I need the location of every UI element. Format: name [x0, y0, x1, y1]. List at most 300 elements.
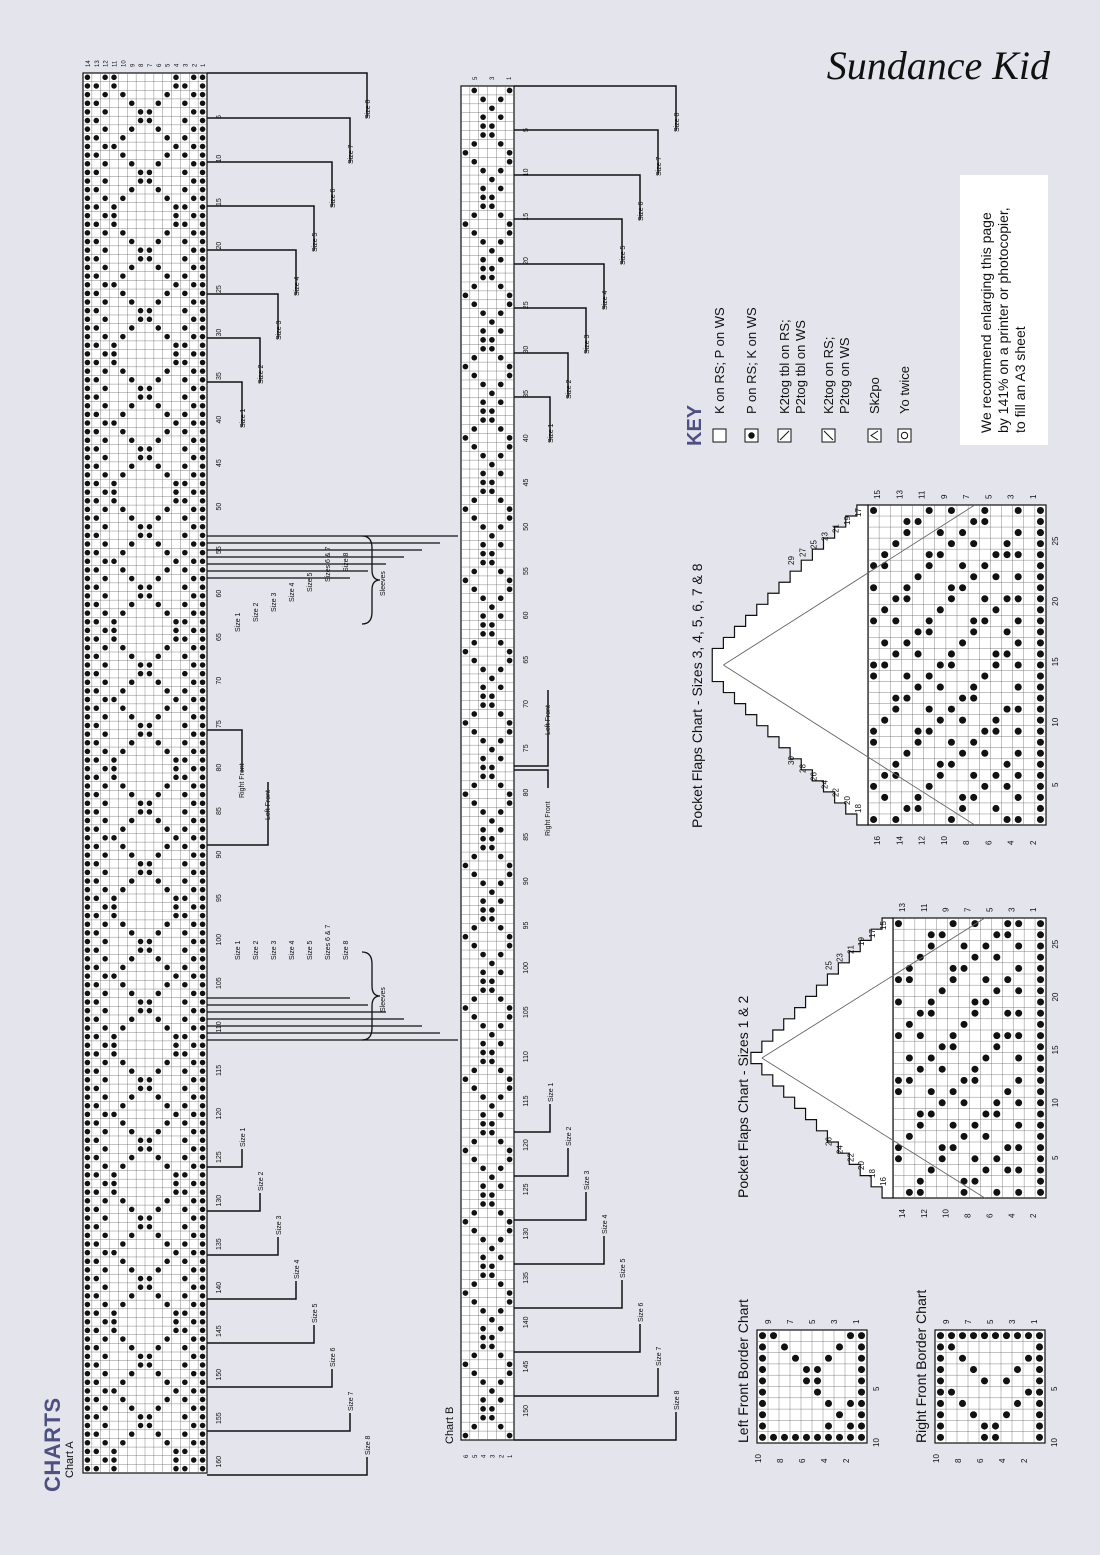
- stitch-label: 80: [523, 788, 530, 797]
- stitch-dot: [200, 161, 206, 167]
- stitch-dot: [191, 1440, 197, 1446]
- stitch-dot: [182, 792, 188, 798]
- stitch-dot: [129, 325, 135, 331]
- stitch-dot: [111, 1042, 117, 1048]
- row-label: 5: [985, 907, 995, 912]
- stitch-dot: [507, 934, 513, 940]
- stitch-dot: [480, 613, 486, 619]
- stitch-dot: [120, 749, 126, 755]
- row-label: 10: [939, 836, 949, 845]
- stitch-dot: [173, 420, 179, 426]
- stitch-dot: [85, 930, 91, 936]
- size-marker-label: Size 4: [602, 1214, 609, 1234]
- stitch-dot: [498, 854, 504, 860]
- stitch-dot: [111, 1310, 117, 1316]
- stitch-dot: [129, 740, 135, 746]
- stitch-dot: [937, 606, 944, 613]
- stitch-dot: [480, 667, 486, 673]
- stitch-dot: [102, 1336, 108, 1342]
- stitch-dot: [164, 749, 170, 755]
- stitch-dot: [138, 118, 144, 124]
- stitch-dot: [147, 1146, 153, 1152]
- stitch-dot: [173, 342, 179, 348]
- stitch-dot: [480, 524, 486, 530]
- stitch-dot: [102, 1284, 108, 1290]
- stitch-dot: [147, 170, 153, 176]
- stitch-dot: [94, 1293, 100, 1299]
- stitch-label: 10: [1051, 1098, 1060, 1108]
- stitch-dot: [94, 204, 100, 210]
- key-symbols: [712, 307, 912, 442]
- row-label: 1: [852, 1319, 861, 1324]
- size-marker-label: Size 7: [348, 144, 355, 164]
- stitch-dot: [85, 368, 91, 374]
- stitch-dot: [480, 1263, 486, 1269]
- stitch-dot: [182, 947, 188, 953]
- stitch-dot: [1025, 1355, 1032, 1362]
- stitch-dot: [85, 1388, 91, 1394]
- stitch-dot: [1037, 1066, 1044, 1073]
- stitch-dot: [870, 783, 877, 790]
- stitch-dot: [138, 999, 144, 1005]
- row-label: 12: [103, 60, 110, 67]
- stitch-dot: [200, 1362, 206, 1368]
- stitch-dot: [903, 673, 910, 680]
- stitch-dot: [1037, 805, 1044, 812]
- stitch-dot: [471, 569, 477, 575]
- stitch-label: 90: [523, 877, 530, 886]
- stitch-dot: [200, 1034, 206, 1040]
- size-bracket: [207, 1149, 242, 1167]
- stitch-dot: [85, 965, 91, 971]
- pocket-flaps-large: [689, 490, 1060, 845]
- stitch-dot: [1037, 816, 1044, 823]
- stitch-dot: [981, 507, 988, 514]
- stitch-label: 55: [523, 567, 530, 575]
- stitch-dot: [759, 1400, 766, 1407]
- stitch-dot: [147, 455, 153, 461]
- stitch-dot: [1014, 1332, 1021, 1339]
- stitch-dot: [1004, 816, 1011, 823]
- stitch-label: 5: [1051, 782, 1060, 787]
- stitch-dot: [191, 852, 197, 858]
- stitch-dot: [200, 878, 206, 884]
- stitch-dot: [164, 1336, 170, 1342]
- stitch-dot: [498, 569, 504, 575]
- stitch-dot: [173, 1310, 179, 1316]
- stitch-dot: [94, 273, 100, 279]
- stitch-dot: [85, 1077, 91, 1083]
- stitch-dot: [498, 524, 504, 530]
- row-label: 7: [962, 494, 971, 499]
- stitch-dot: [102, 1371, 108, 1377]
- stitch-label: 5: [1050, 1386, 1059, 1391]
- stitch-dot: [156, 1129, 162, 1135]
- stitch-dot: [981, 783, 988, 790]
- stitch-dot: [1004, 1010, 1011, 1017]
- stitch-dot: [480, 978, 486, 984]
- stitch-dot: [1037, 529, 1044, 536]
- stitch-dot: [102, 679, 108, 685]
- stitch-dot: [200, 800, 206, 806]
- stitch-dot: [173, 973, 179, 979]
- stitch-dot: [191, 818, 197, 824]
- stitch-dot: [507, 1370, 513, 1376]
- stitch-dot: [480, 987, 486, 993]
- stitch-label: 95: [523, 921, 530, 930]
- stitch-dot: [156, 463, 162, 469]
- chart-a: [83, 60, 458, 1475]
- size-marker-label: Size 2: [566, 1126, 573, 1146]
- stitch-dot: [507, 1433, 513, 1439]
- stitch-dot: [129, 1405, 135, 1411]
- stitch-dot: [1036, 1332, 1043, 1339]
- row-label: 13: [898, 903, 907, 912]
- stitch-dot: [120, 1025, 126, 1031]
- stitch-dot: [200, 118, 206, 124]
- stitch-dot: [85, 541, 91, 547]
- stitch-dot: [173, 757, 179, 763]
- stitch-dot: [937, 772, 944, 779]
- stitch-dot: [191, 697, 197, 703]
- stitch-dot: [507, 791, 513, 797]
- row-label: 5: [165, 63, 172, 67]
- stitch-dot: [959, 639, 966, 646]
- stitch-dot: [926, 728, 933, 735]
- stitch-dot: [1003, 1332, 1010, 1339]
- row-label: 10: [121, 60, 128, 67]
- stitch-dot: [111, 619, 117, 625]
- size-bracket: [514, 1412, 676, 1440]
- stitch-dot: [480, 1050, 486, 1056]
- stitch-dot: [939, 931, 946, 938]
- stitch-dot: [507, 1085, 513, 1091]
- stitch-dot: [138, 1423, 144, 1429]
- dot-icon: [748, 432, 754, 438]
- stitch-dot: [992, 606, 999, 613]
- stitch-dot: [156, 1068, 162, 1074]
- row-label: 8: [139, 63, 146, 67]
- stitch-dot: [85, 610, 91, 616]
- decrease-row-label: 24: [820, 780, 830, 789]
- stitch-dot: [102, 1250, 108, 1256]
- sleeve-marker-label: Size 8: [343, 552, 350, 572]
- stitch-dot: [191, 230, 197, 236]
- decrease-row-label: 16: [879, 1177, 889, 1186]
- stitch-dot: [992, 772, 999, 779]
- stitch-dot: [102, 731, 108, 737]
- stitch-dot: [94, 1379, 100, 1385]
- stitch-dot: [102, 610, 108, 616]
- stitch-dot: [498, 497, 504, 503]
- stitch-dot: [85, 1163, 91, 1169]
- stitch-dot: [200, 83, 206, 89]
- stitch-dot: [85, 1215, 91, 1221]
- stitch-dot: [489, 203, 495, 209]
- stitch-dot: [94, 1449, 100, 1455]
- stitch-label: 100: [216, 933, 223, 946]
- stitch-dot: [156, 1293, 162, 1299]
- stitch-dot: [164, 1302, 170, 1308]
- stitch-dot: [507, 943, 513, 949]
- stitch-dot: [85, 1241, 91, 1247]
- stitch-dot: [480, 809, 486, 815]
- stitch-dot: [903, 639, 910, 646]
- row-label: 2: [1029, 1213, 1039, 1218]
- stitch-label: 15: [523, 212, 530, 221]
- stitch-dot: [164, 135, 170, 141]
- stitch-dot: [191, 1354, 197, 1360]
- stitch-dot: [94, 360, 100, 366]
- stitch-label: 105: [523, 1006, 530, 1018]
- stitch-dot: [129, 1207, 135, 1213]
- stitch-dot: [498, 898, 504, 904]
- stitch-dot: [917, 1189, 924, 1196]
- stitch-dot: [200, 835, 206, 841]
- stitch-dot: [102, 749, 108, 755]
- stitch-label: 105: [216, 977, 223, 989]
- sleeve-marker-label: Size 1: [235, 612, 242, 632]
- stitch-dot: [200, 282, 206, 288]
- stitch-dot: [182, 740, 188, 746]
- stitch-dot: [1037, 976, 1044, 983]
- stitch-label: 45: [216, 459, 223, 467]
- stitch-dot: [1036, 1434, 1043, 1441]
- stitch-dot: [85, 178, 91, 184]
- stitch-dot: [111, 351, 117, 357]
- stitch-dot: [94, 429, 100, 435]
- stitch-dot: [173, 775, 179, 781]
- stitch-dot: [173, 1181, 179, 1187]
- stitch-dot: [94, 740, 100, 746]
- stitch-dot: [200, 515, 206, 521]
- stitch-dot: [200, 481, 206, 487]
- stitch-dot: [489, 676, 495, 682]
- size-bracket: [514, 1148, 568, 1176]
- stitch-dot: [489, 774, 495, 780]
- stitch-dot: [102, 524, 108, 530]
- row-label: 8: [962, 840, 971, 845]
- stitch-dot: [498, 1308, 504, 1314]
- row-label: 11: [917, 490, 927, 499]
- stitch-dot: [489, 1415, 495, 1421]
- sleeve-marker-label: Size 4: [289, 940, 296, 960]
- stitch-dot: [480, 399, 486, 405]
- stitch-dot: [102, 576, 108, 582]
- stitch-dot: [173, 282, 179, 288]
- stitch-dot: [1015, 943, 1022, 950]
- stitch-dot: [981, 562, 988, 569]
- stitch-dot: [939, 987, 946, 994]
- stitch-dot: [164, 982, 170, 988]
- stitch-dot: [120, 783, 126, 789]
- row-label: 8: [954, 1458, 963, 1463]
- stitch-dot: [507, 221, 513, 227]
- stitch-dot: [1015, 772, 1022, 779]
- stitch-dot: [507, 506, 513, 512]
- stitch-dot: [85, 671, 91, 677]
- stitch-dot: [182, 342, 188, 348]
- stitch-dot: [191, 1215, 197, 1221]
- stitch-dot: [200, 1094, 206, 1100]
- stitch-dot: [858, 1400, 865, 1407]
- stitch-dot: [94, 221, 100, 227]
- stitch-dot: [463, 1433, 469, 1439]
- stitch-dot: [507, 1157, 513, 1163]
- stitch-dot: [928, 943, 935, 950]
- sleeve-marker-label: Sizes 6 & 7: [325, 924, 332, 960]
- stitch-dot: [182, 1431, 188, 1437]
- stitch-dot: [120, 1120, 126, 1126]
- stitch-dot: [906, 1077, 913, 1084]
- stitch-dot: [870, 673, 877, 680]
- stitch-label: 20: [1051, 992, 1060, 1002]
- stitch-dot: [926, 783, 933, 790]
- stitch-dot: [129, 299, 135, 305]
- stitch-dot: [971, 1010, 978, 1017]
- stitch-dot: [1037, 617, 1044, 624]
- stitch-dot: [480, 907, 486, 913]
- stitch-dot: [1036, 1343, 1043, 1350]
- stitch-dot: [507, 1228, 513, 1234]
- stitch-dot: [970, 518, 977, 525]
- stitch-dot: [182, 308, 188, 314]
- stitch-dot: [814, 1366, 821, 1373]
- stitch-dot: [1004, 706, 1011, 713]
- stitch-dot: [94, 965, 100, 971]
- stitch-dot: [94, 602, 100, 608]
- stitch-dot: [970, 1411, 977, 1418]
- stitch-dot: [1037, 1043, 1044, 1050]
- stitch-dot: [917, 1178, 924, 1185]
- stitch-dot: [480, 186, 486, 192]
- stitch-dot: [182, 83, 188, 89]
- stitch-dot: [480, 756, 486, 762]
- stitch-dot: [928, 1111, 935, 1118]
- key-item-label: Sk2po: [867, 377, 882, 414]
- stitch-dot: [85, 152, 91, 158]
- stitch-dot: [1036, 1423, 1043, 1430]
- stitch-dot: [120, 1379, 126, 1385]
- stitch-dot: [847, 1434, 854, 1441]
- stitch-dot: [94, 1362, 100, 1368]
- stitch-dot: [173, 697, 179, 703]
- stitch-dot: [129, 1267, 135, 1273]
- stitch-dot: [94, 446, 100, 452]
- stitch-dot: [498, 880, 504, 886]
- stitch-dot: [971, 1077, 978, 1084]
- stitch-dot: [164, 783, 170, 789]
- stitch-label: 10: [872, 1438, 881, 1447]
- stitch-dot: [200, 1120, 206, 1126]
- stitch-dot: [480, 275, 486, 281]
- stitch-dot: [111, 1449, 117, 1455]
- sleeve-marker-label: Size 3: [271, 592, 278, 612]
- stitch-dot: [489, 747, 495, 753]
- decrease-row-label: 23: [835, 953, 845, 962]
- stitch-dot: [111, 628, 117, 634]
- stitch-label: 25: [1051, 536, 1060, 546]
- stitch-dot: [191, 939, 197, 945]
- stitch-dot: [102, 1008, 108, 1014]
- stitch-dot: [85, 921, 91, 927]
- stitch-dot: [147, 1423, 153, 1429]
- stitch-dot: [937, 1434, 944, 1441]
- stitch-dot: [85, 800, 91, 806]
- front-marker-label: Left Front: [545, 705, 552, 735]
- stitch-label: 85: [523, 833, 530, 841]
- stitch-dot: [111, 1457, 117, 1463]
- stitch-dot: [156, 126, 162, 132]
- stitch-dot: [85, 161, 91, 167]
- stitch-dot: [463, 1219, 469, 1225]
- stitch-dot: [993, 987, 1000, 994]
- size-marker-label: Size 5: [312, 1303, 319, 1323]
- stitch-dot: [164, 412, 170, 418]
- stitch-dot: [961, 965, 968, 972]
- stitch-dot: [1037, 999, 1044, 1006]
- stitch-dot: [85, 1112, 91, 1118]
- stitch-dot: [1015, 595, 1022, 602]
- stitch-dot: [200, 368, 206, 374]
- size-marker-label: Size 7: [656, 156, 663, 176]
- stitch-dot: [200, 576, 206, 582]
- stitch-dot: [1037, 1099, 1044, 1106]
- stitch-dot: [971, 1122, 978, 1129]
- stitch-dot: [200, 740, 206, 746]
- stitch-dot: [471, 141, 477, 147]
- stitch-dot: [85, 377, 91, 383]
- stitch-dot: [480, 1237, 486, 1243]
- size-bracket: [207, 118, 350, 163]
- stitch-dot: [129, 541, 135, 547]
- stitch-dot: [85, 196, 91, 202]
- stitch-label: 75: [523, 744, 530, 753]
- stitch-dot: [85, 619, 91, 625]
- stitch-dot: [982, 976, 989, 983]
- stitch-dot: [970, 739, 977, 746]
- size-bracket: [514, 130, 658, 175]
- decrease-row-label: 22: [831, 788, 841, 797]
- stitch-dot: [928, 1010, 935, 1017]
- stitch-dot: [182, 688, 188, 694]
- stitch-dot: [463, 649, 469, 655]
- stitch-dot: [85, 1440, 91, 1446]
- stitch-dot: [961, 1077, 968, 1084]
- stitch-dot: [94, 654, 100, 660]
- stitch-dot: [906, 1055, 913, 1062]
- stitch-dot: [156, 438, 162, 444]
- stitch-dot: [489, 248, 495, 254]
- stitch-label: 15: [216, 198, 223, 206]
- stitch-dot: [102, 714, 108, 720]
- stitch-dot: [1015, 987, 1022, 994]
- stitch-dot: [993, 931, 1000, 938]
- stitch-dot: [982, 999, 989, 1006]
- stitch-dot: [173, 913, 179, 919]
- stitch-dot: [200, 412, 206, 418]
- stitch-dot: [85, 1224, 91, 1230]
- stitch-dot: [182, 896, 188, 902]
- stitch-dot: [950, 965, 957, 972]
- stitch-dot: [981, 617, 988, 624]
- stitch-label: 5: [523, 128, 530, 132]
- stitch-dot: [200, 1466, 206, 1472]
- stitch-dot: [906, 965, 913, 972]
- stitch-dot: [200, 1172, 206, 1178]
- stitch-dot: [156, 265, 162, 271]
- stitch-dot: [480, 1397, 486, 1403]
